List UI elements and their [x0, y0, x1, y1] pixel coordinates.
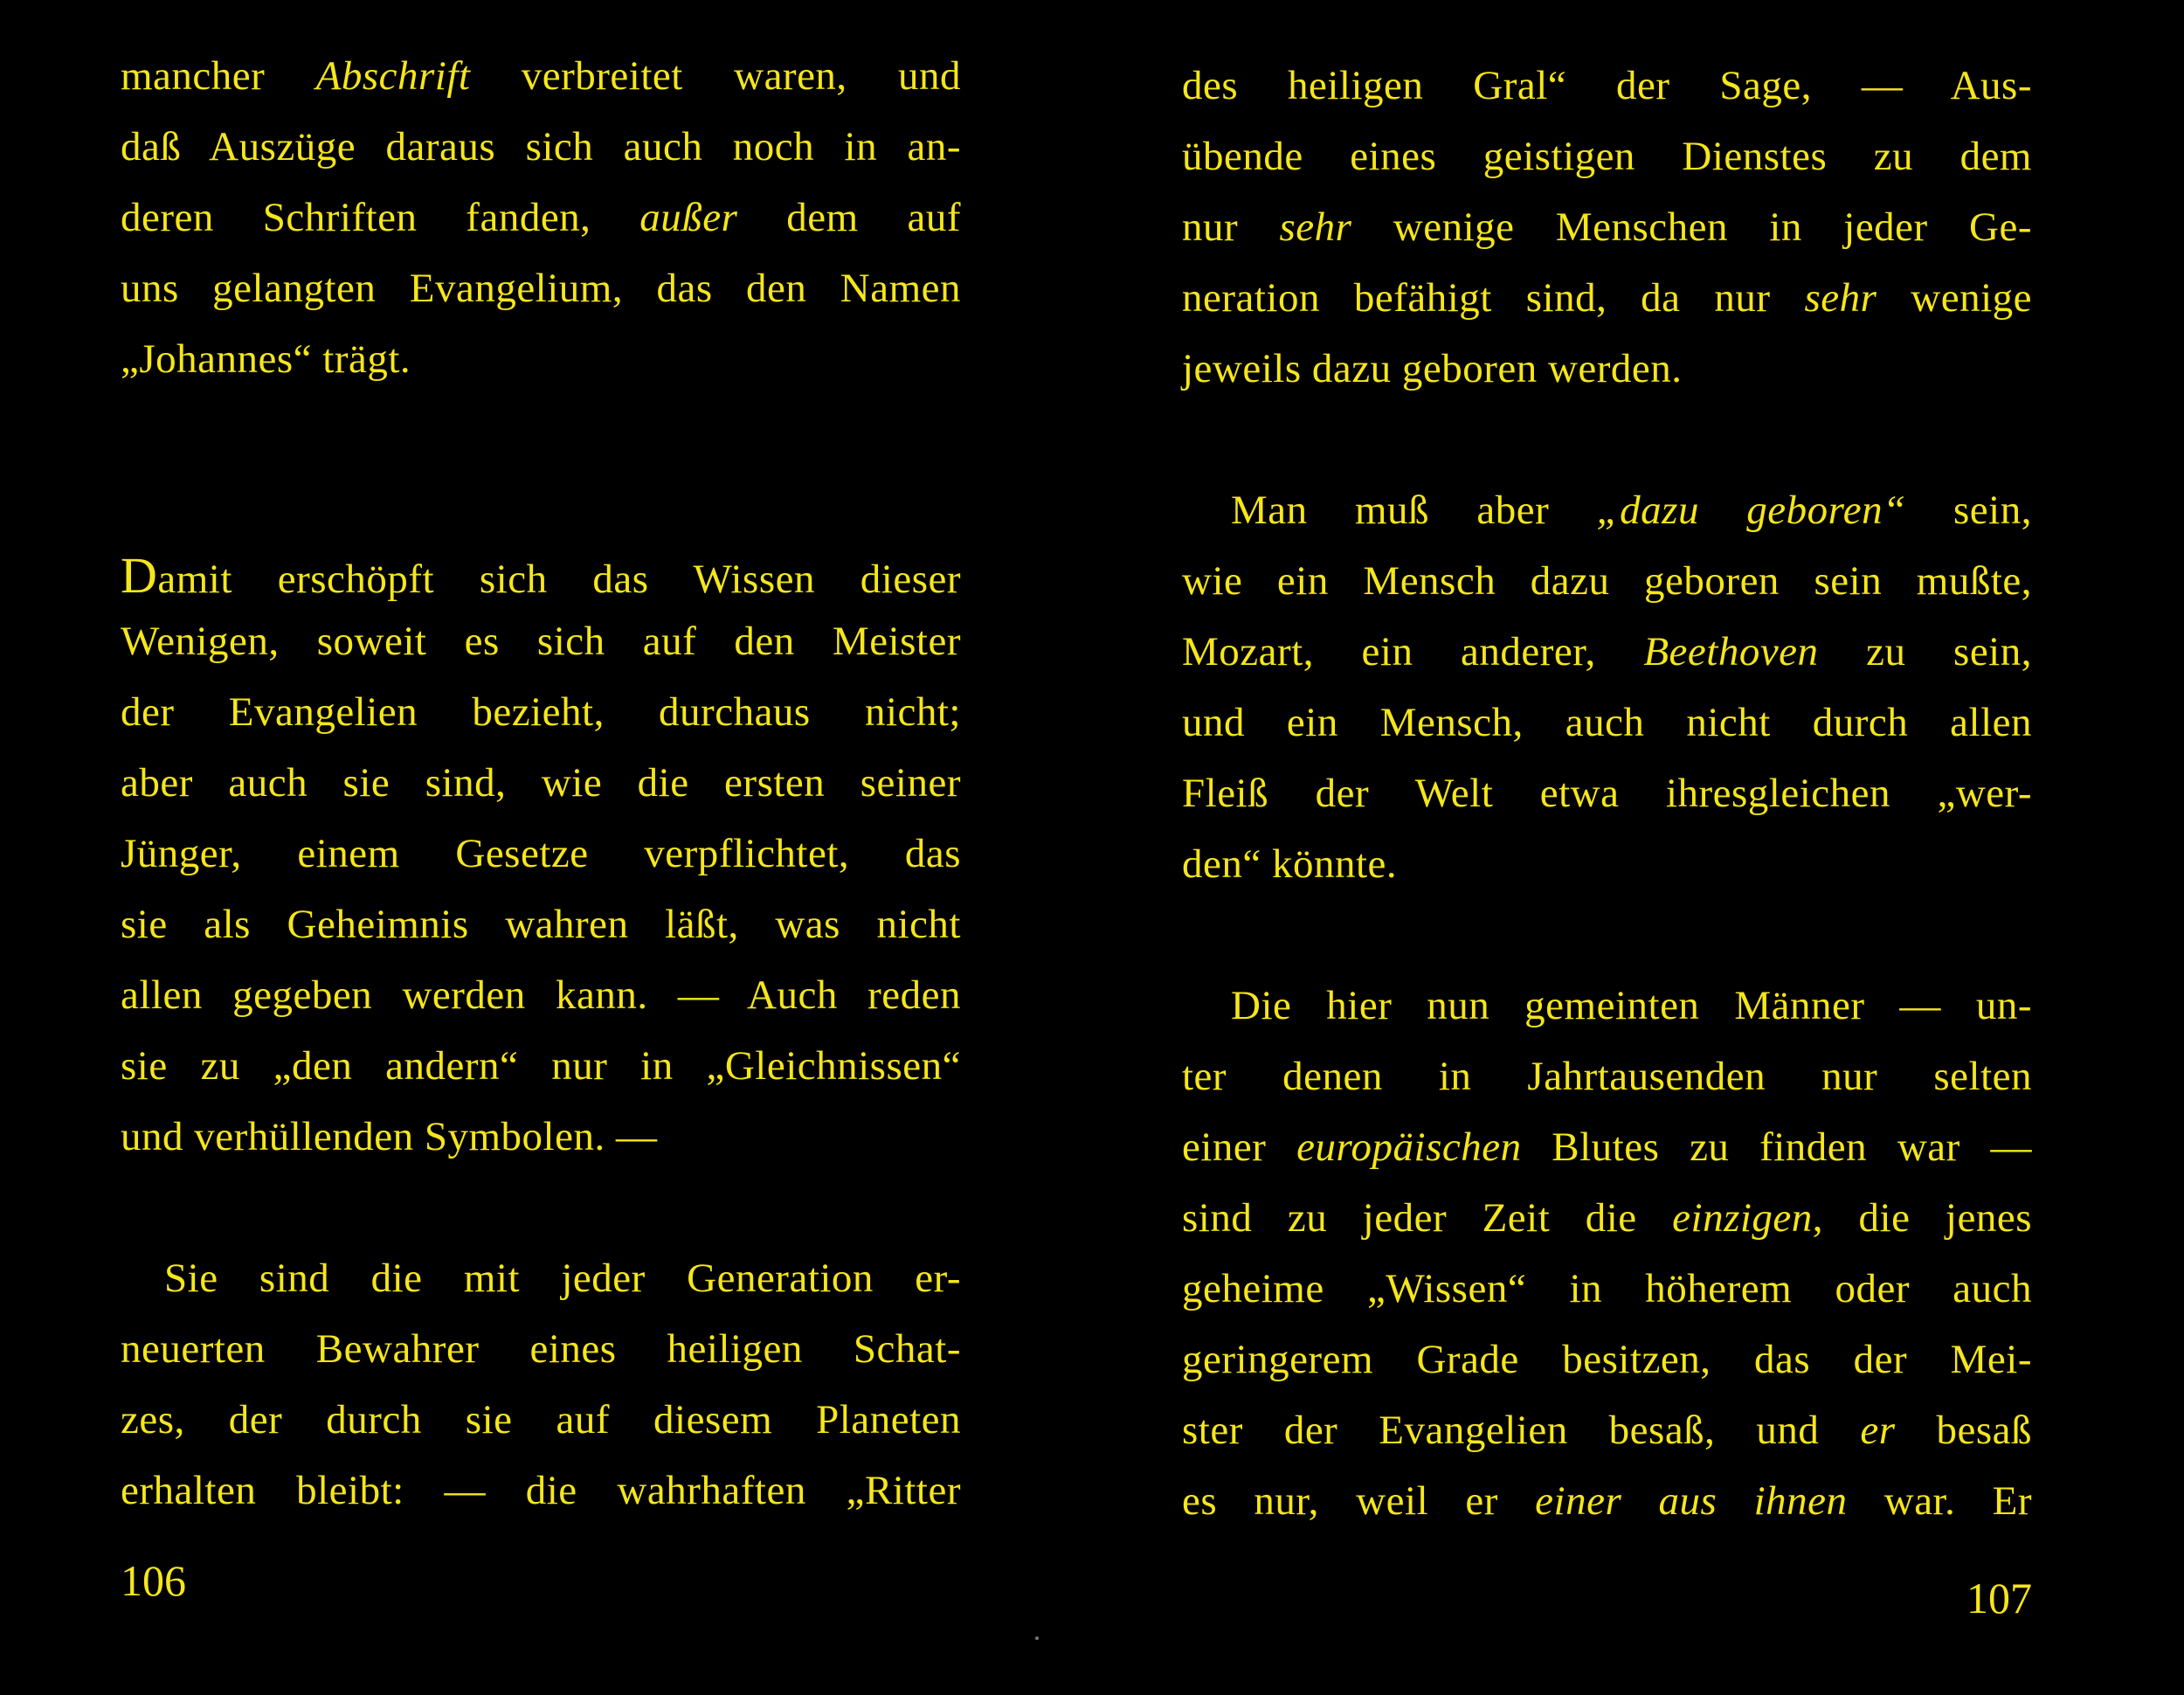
emphasis: einzigen — [1672, 1195, 1813, 1241]
text-line: daß Auszüge daraus sich auch noch in an- — [121, 124, 961, 170]
text-line: es nur, weil er einer aus ihnen war. Er — [1182, 1478, 2032, 1524]
text-line: „Johannes“ trägt. — [121, 336, 411, 382]
emphasis: er — [1860, 1408, 1896, 1453]
text-line: Man muß aber „dazu geboren“ sein, — [1231, 488, 2032, 533]
text-line: Damit erschöpft sich das Wissen dieser — [121, 547, 961, 604]
dust-speck — [1035, 1636, 1039, 1640]
text-line: des heiligen Gral“ der Sage, — Aus- — [1182, 63, 2032, 108]
text-line: neration befähigt sind, da nur sehr wenige — [1182, 275, 2032, 321]
text-line: zes, der durch sie auf diesem Planeten — [121, 1397, 961, 1442]
emphasis: Abschrift — [315, 53, 471, 99]
text-line: Mozart, ein anderer, Beethoven zu sein, — [1182, 629, 2032, 675]
text-line: sie zu „den andern“ nur in „Gleichnissen“ — [121, 1043, 961, 1089]
text-line: allen gegeben werden kann. — Auch reden — [121, 972, 961, 1018]
text-line: und verhüllenden Symbolen. — — [121, 1114, 658, 1159]
text-line: ster der Evangelien besaß, und er besaß — [1182, 1408, 2033, 1453]
text-line: nur sehr wenige Menschen in jeder Ge- — [1182, 204, 2032, 250]
text-line: ter denen in Jahrtausenden nur selten — [1182, 1054, 2032, 1099]
text-line: uns gelangten Evangelium, das den Namen — [121, 266, 961, 311]
text-line: Sie sind die mit jeder Generation er- — [164, 1256, 961, 1301]
emphasis: einer aus ihnen — [1535, 1478, 1848, 1524]
text-line: deren Schriften fanden, außer dem auf — [121, 195, 962, 240]
text-line: Jünger, einem Gesetze verpflichtet, das — [121, 831, 961, 876]
text-line: Die hier nun gemeinten Männer — un- — [1231, 983, 2032, 1028]
emphasis: sehr — [1279, 204, 1352, 250]
emphasis: sehr — [1804, 275, 1877, 321]
text-line: den“ könnte. — [1182, 841, 1398, 887]
text-line: übende eines geistigen Dienstes zu dem — [1182, 134, 2032, 179]
page-number: 107 — [1966, 1574, 2032, 1622]
text-line: geheime „Wissen“ in höherem oder auch — [1182, 1266, 2032, 1311]
text-line: Wenigen, soweit es sich auf den Meister — [121, 619, 961, 664]
text-line: Fleiß der Welt etwa ihresgleichen „wer- — [1182, 771, 2032, 816]
text-line: erhalten bleibt: — die wahrhaften „Ritter — [121, 1468, 961, 1513]
text-line: und ein Mensch, auch nicht durch allen — [1182, 700, 2032, 745]
text-line: wie ein Mensch dazu geboren sein mußte, — [1182, 558, 2032, 604]
text-line: einer europäischen Blutes zu finden war — — [1182, 1124, 2032, 1170]
text-line: sind zu jeder Zeit die einzigen, die jenes — [1182, 1195, 2032, 1241]
emphasis: „dazu geboren“ — [1596, 488, 1906, 533]
text-line: sie als Geheimnis wahren läßt, was nicht — [121, 902, 961, 947]
text-line: jeweils dazu geboren werden. — [1182, 346, 1683, 391]
text-line: der Evangelien bezieht, durchaus nicht; — [121, 689, 961, 735]
emphasis: europäischen — [1296, 1124, 1522, 1170]
emphasis: außer — [639, 195, 738, 240]
text-line: aber auch sie sind, wie die ersten seiner — [121, 760, 961, 806]
emphasis: Beethoven — [1643, 629, 1819, 675]
initial-letter: D — [121, 547, 158, 604]
page-number: 106 — [121, 1556, 186, 1605]
text-line: neuerten Bewahrer eines heiligen Schat- — [121, 1326, 961, 1372]
text-line: mancher Abschrift verbreitet waren, und — [121, 53, 961, 99]
text-line: geringerem Grade besitzen, das der Mei- — [1182, 1337, 2032, 1382]
